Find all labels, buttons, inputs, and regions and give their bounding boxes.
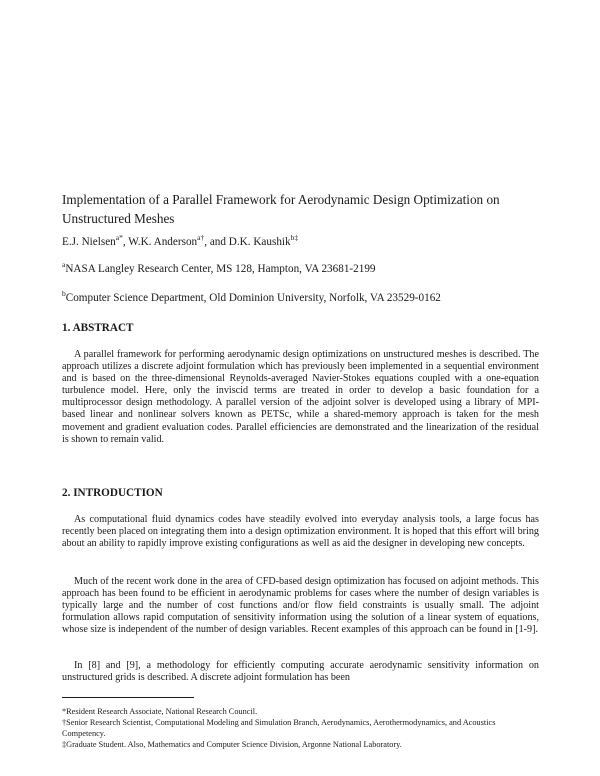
introduction-paragraph: As computational fluid dynamics codes have steadily evolved into everyday analysis tools, a large focus has recently been placed on integrating them into a design optimization environment. It is hoped that this effort will bring about an ability to rapidly improve existing configurations as well as aid the designer in developing new concepts.: [62, 514, 539, 550]
footnote: †Senior Research Scientist, Computational Modeling and Simulation Branch, Aerodynamics, Aerothermodynamics, and Acoustics Competency.: [62, 718, 496, 739]
affiliation-text: NASA Langley Research Center, MS 128, Hampton, VA 23681-2199: [65, 263, 376, 275]
footnotes: [62, 706, 539, 750]
author-name: E.J. Nielsen: [62, 236, 116, 248]
author-affiliation-mark: b‡: [290, 233, 299, 242]
author-name: , and D.K. Kaushik: [204, 236, 291, 248]
author-affiliation-mark: a†: [197, 233, 205, 242]
affiliation-text: Computer Science Department, Old Dominion University, Norfolk, VA 23529-0162: [65, 292, 441, 304]
affiliation-mark: b: [62, 289, 66, 298]
footnote: ‡Graduate Student. Also, Mathematics and Computer Science Division, Argonne National Laboratory.: [62, 740, 402, 750]
footnote: *Resident Research Associate, National Research Council.: [62, 707, 258, 716]
introduction-paragraph: Much of the recent work done in the area of CFD-based design optimization has focused on adjoint methods. This approach has been found to be efficient in aerodynamic problems for cases where the number of design variables is typically large and the number of cost functions and/or flow field constraints is usually small. The adjoint formulation allows rapid computation of sensitivity information using the solution of a linear system of equations, whose size is independent of the number of design variables. Recent examples of this approach can be found in [1-9].: [62, 576, 539, 636]
author-list: [62, 233, 299, 248]
affiliation-odu: [62, 289, 441, 304]
introduction-heading: 2. INTRODUCTION: [62, 487, 163, 499]
author-name: , W.K. Anderson: [122, 236, 198, 248]
affiliation-mark: a: [62, 260, 66, 269]
author-affiliation-mark: a*: [115, 233, 123, 242]
abstract-heading: 1. ABSTRACT: [62, 322, 134, 334]
abstract-text: A parallel framework for performing aerodynamic design optimizations on unstructured meshes is described. The approach utilizes a discrete adjoint formulation which has previously been implemented in a sequential environment and is based on the three-dimensional Reynolds-averaged Navier-Stokes equations coupled with a one-equation turbulence model. Here, only the inviscid terms are treated in order to develop a basic foundation for a multiprocessor design methodology. A parallel version of the adjoint solver is developed using a library of MPI-based linear and nonlinear solvers known as PETSc, while a shared-memory approach is taken for the mesh movement and gradient evaluation codes. Parallel efficiencies are demonstrated and the linearization of the residual is shown to remain valid.: [62, 349, 539, 445]
footnote-divider: [62, 697, 194, 698]
paper-title: Implementation of a Parallel Framework for Aerodynamic Design Optimization on Unstructured Meshes: [62, 192, 500, 226]
introduction-paragraph: In [8] and [9], a methodology for efficiently computing accurate aerodynamic sensitivity information on unstructured grids is described. A discrete adjoint formulation has been: [62, 660, 539, 684]
affiliation-nasa: [62, 260, 376, 275]
